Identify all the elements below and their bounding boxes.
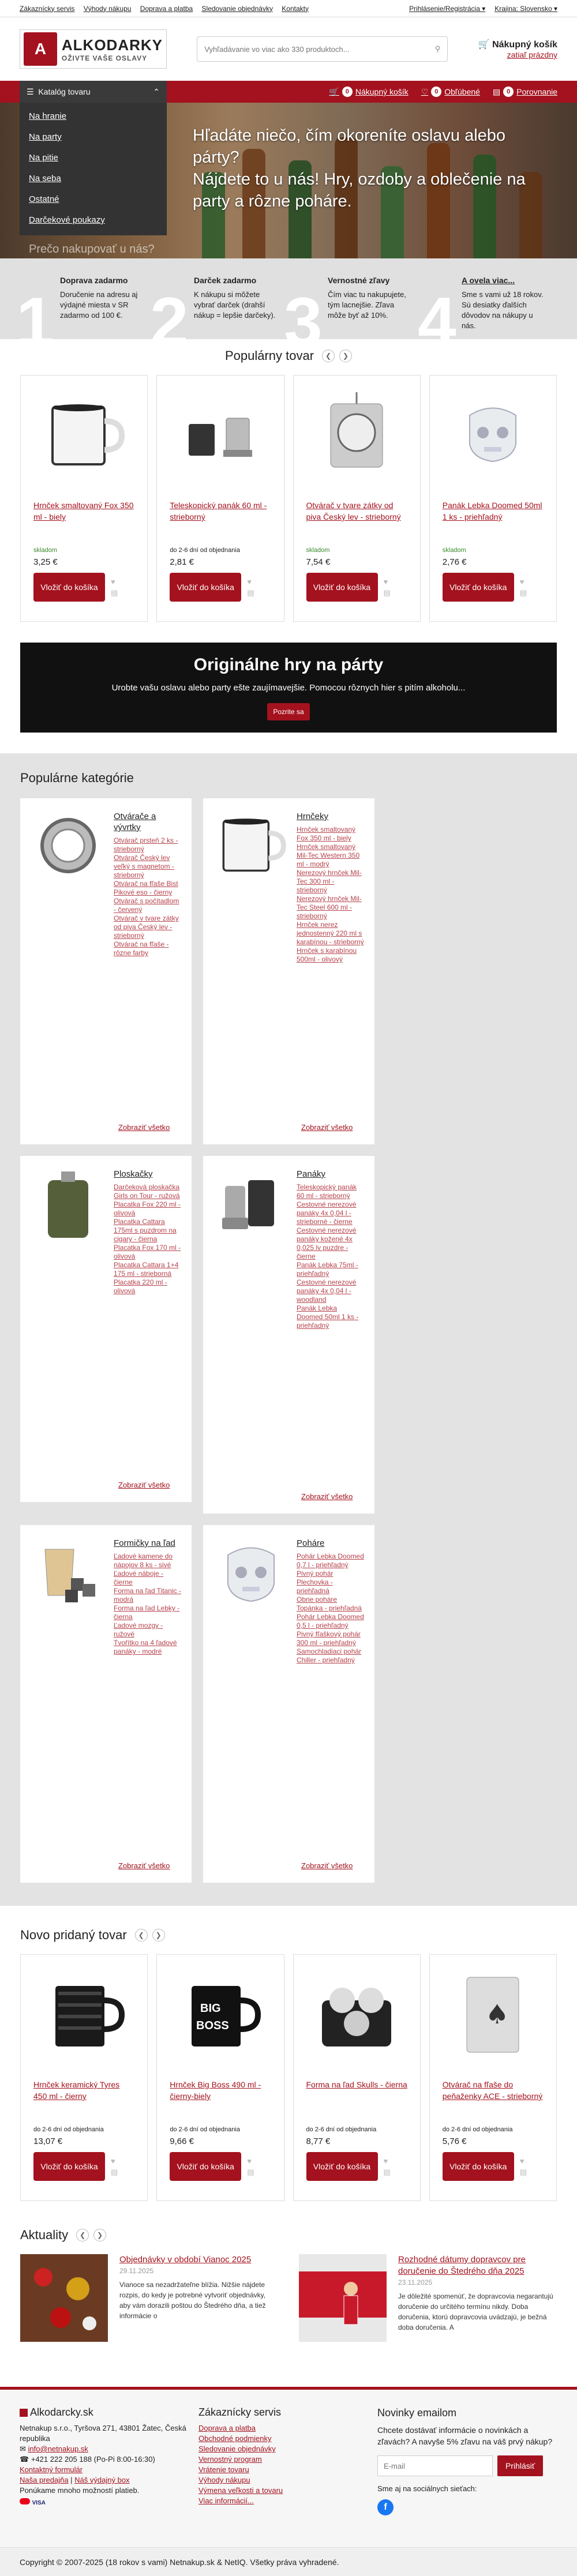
games-title: Originálne hry na párty (193, 655, 384, 674)
add-to-cart-button[interactable]: Vložiť do košíka (170, 573, 241, 602)
footer-shop[interactable]: Naša predajňa (20, 2476, 69, 2484)
product-image[interactable] (306, 385, 407, 486)
benefit-title: Darček zadarmo (194, 276, 257, 285)
news-title[interactable]: Rozhodné dátumy dopravcov pre doručenie do Štedrého dňa 2025 (398, 2255, 526, 2276)
games-button[interactable]: Pozrite sa (267, 703, 309, 720)
product-card (293, 1954, 421, 2201)
chevron-left-icon[interactable]: ❮ (135, 1929, 148, 1942)
benefit-text: Čím viac tu nakupujete, tým lacnejšie. Zľava môže byť až 10%. (328, 290, 406, 320)
availability: do 2-6 dní od objednania (306, 2126, 377, 2133)
category-link[interactable]: Forma na ľad Titanic - modrá (114, 1587, 181, 1604)
compare-count: 0 (503, 87, 514, 97)
nav-cart-label: Nákupný košík (355, 87, 409, 96)
product-price: 8,77 € (306, 2136, 331, 2146)
category-link[interactable]: Placatka Cattara 1+4 175 ml - strieborná (114, 1261, 179, 1278)
benefit-number: 4 (418, 283, 456, 361)
product-image[interactable] (443, 1964, 544, 2065)
product-card (429, 1954, 557, 2201)
category-link[interactable]: Hrnček smaltovaný Fox 350 ml - biely (297, 825, 356, 842)
category-link[interactable]: Cestovné nerezové panáky 4x 0,04 l - strieborné - čierne (297, 1200, 357, 1226)
show-all-link[interactable]: Zobraziť všetko (301, 1861, 353, 1870)
catalog-toggle[interactable] (20, 81, 167, 103)
payment-cards-icon: VISA (20, 2497, 198, 2509)
logo-subtitle: OŽIVTE VAŠE OSLAVY (61, 54, 148, 62)
popular-header (20, 348, 557, 363)
flag-icon (20, 2409, 28, 2417)
heart-icon[interactable]: ♥ (519, 577, 524, 586)
logo-mark-icon: A (24, 32, 57, 66)
footer-phone: +421 222 205 188 (Po-Pi 8:00-16:30) (31, 2455, 155, 2464)
category-name[interactable]: Ploskačky (114, 1169, 153, 1179)
benefit-number: 3 (284, 283, 323, 361)
availability: skladom (442, 547, 466, 554)
category-name[interactable]: Otvárače a vývrtky (114, 812, 156, 832)
site-header (0, 17, 577, 81)
news-image[interactable] (20, 2254, 108, 2342)
chevron-up-icon: ⌃ (153, 87, 160, 96)
top-link[interactable]: Doprava a platba (140, 4, 193, 13)
category-link[interactable]: Ľadové mozgy - ružové (114, 1621, 163, 1638)
product-card (20, 375, 148, 622)
heart-icon[interactable]: ♥ (247, 2156, 252, 2165)
section-title: Novo pridaný tovar (20, 1928, 127, 1942)
games-text: Urobte vašu oslavu alebo party ešte zaujímavejšie. Pomocou rôznych hier s pitím alkoholu... (111, 683, 466, 693)
category-link[interactable]: Nerezový hrnček Mil-Tec Steel 600 ml - strieborný (297, 895, 362, 920)
nav-compare-label: Porovnanie (516, 87, 557, 96)
product-name[interactable]: Teleskopický panák 60 ml - strieborný (170, 501, 267, 521)
catalog-item[interactable]: Darčekové poukazy (29, 215, 105, 225)
footer-email[interactable]: info@netnakup.sk (28, 2444, 88, 2453)
category-link[interactable]: Pivný fľaškový pohár 300 ml - priehľadný (297, 1630, 361, 1647)
show-all-link[interactable]: Zobraziť všetko (118, 1123, 170, 1132)
catalog-item[interactable]: Na pitie (29, 153, 58, 163)
benefit-number: 1 (16, 283, 55, 361)
mail-icon: ✉ (20, 2444, 26, 2453)
footer-newsletter (377, 2407, 556, 2515)
catalog-list (20, 103, 167, 235)
phone-icon: ☎ (20, 2455, 29, 2464)
login-label: Prihlásenie/Registrácia (409, 4, 480, 13)
footer-brand-label: Alkodarcky.sk (30, 2406, 93, 2418)
category-link[interactable]: Forma na ľad Lebky - čierna (114, 1604, 180, 1621)
catalog-item[interactable]: Ostatné (29, 194, 59, 204)
category-card (203, 1525, 374, 1883)
product-name[interactable]: Hrnček keramický Tyres 450 ml - čierny (33, 2080, 120, 2101)
heart-icon[interactable]: ♥ (247, 577, 252, 586)
category-link[interactable]: Placatka Fox 170 ml - olivová (114, 1244, 181, 1260)
footer-service-title: Zákaznícky servis (198, 2406, 282, 2418)
product-grid (20, 1954, 557, 2201)
header-cart-title: Nákupný košík (492, 40, 557, 50)
hero-line-2: Nájdete to u nás! Hry, ozdoby a oblečenie na party a rôzne poháre. (193, 170, 526, 211)
category-link[interactable]: Cestovné nerezové panáky 4x 0,04 l - woodland (297, 1278, 357, 1304)
product-image[interactable] (33, 385, 134, 486)
product-price: 9,66 € (170, 2136, 194, 2146)
search-icon[interactable]: ⚲ (434, 44, 441, 53)
cart-count: 0 (342, 87, 353, 97)
footer-brand (20, 2407, 198, 2417)
svg-text:♠: ♠ (485, 1998, 509, 2030)
product-name[interactable]: Forma na ľad Skulls - čierna (306, 2080, 407, 2089)
category-link[interactable]: Panák Lebka Doomed 50ml 1 ks - priehľadný (297, 1304, 359, 1330)
category-link[interactable]: Otvárač prsteň 2 ks - strieborný (114, 836, 178, 853)
carousel-arrows (76, 2229, 106, 2241)
benefit-title: Vernostné zľavy (328, 276, 390, 285)
category-image[interactable] (213, 1538, 288, 1613)
category-link[interactable]: Ľadové náboje - čierne (114, 1569, 164, 1586)
favorites-count: 0 (431, 87, 441, 97)
subscribe-button[interactable]: Prihlásiť (497, 2455, 543, 2476)
catalog-item[interactable]: Na party (29, 132, 62, 142)
carousel-arrows (322, 350, 352, 362)
category-card (20, 1525, 192, 1883)
logo-text (62, 36, 163, 62)
footer-service-link[interactable]: Doprava a platba (198, 2424, 256, 2432)
section-title: Populárny tovar (224, 348, 314, 363)
games-banner (20, 643, 557, 733)
compare-icon[interactable]: ▤ (111, 2167, 118, 2176)
logo-title: ALKODARKY (61, 36, 163, 54)
heart-icon[interactable]: ♥ (111, 2156, 115, 2165)
product-price: 3,25 € (33, 557, 58, 567)
chevron-left-icon[interactable]: ❮ (76, 2229, 89, 2241)
product-image[interactable] (306, 1964, 407, 2065)
category-link[interactable]: Tvořítko na 4 ľadové panáky - modré (114, 1639, 177, 1655)
compare-icon[interactable]: ▤ (111, 588, 118, 597)
category-link[interactable]: Ľadové kamene do nápojov 8 ks - sivé (114, 1552, 173, 1569)
add-to-cart-button[interactable]: Vložiť do košíka (443, 573, 514, 602)
availability: skladom (33, 547, 57, 554)
header-cart-status: zatiaľ prázdny (507, 50, 557, 59)
footer-company: Netnakup s.r.o., Tyršova 271, 43801 Žatec, Česká republika (20, 2424, 186, 2443)
compare-icon[interactable]: ▤ (383, 588, 391, 597)
category-name[interactable]: Panáky (297, 1169, 326, 1179)
category-link[interactable]: Hrnček nerez jednostenný 220 ml s karabínou - strieborný (297, 921, 364, 946)
benefit-text: Doručenie na adresu aj výdajné miesta v SR zadarmo od 100 €. (60, 290, 138, 320)
availability: do 2-6 dní od objednania (33, 2126, 104, 2133)
facebook-icon[interactable]: f (377, 2499, 394, 2515)
news-text: Je dôležité spomenúť, že dopravcovia negarantujú doručenie do určitého termínu nikdy. Doba doručenia, ktorú dopravcovia uvádzajú, je bežná doba doručenia. A (398, 2292, 553, 2331)
category-link[interactable]: Samochladiaci pohár Chiller - priehľadný (297, 1647, 362, 1664)
category-link[interactable]: Placatka Cattara 175ml s puzdrom na cigary - čierna (114, 1218, 177, 1243)
footer-pickup[interactable]: Náš výdajný box (74, 2476, 130, 2484)
product-price: 2,81 € (170, 557, 194, 567)
availability: do 2-6 dní od objednania (170, 547, 240, 554)
add-to-cart-button[interactable]: Vložiť do košíka (306, 573, 378, 602)
search-box (197, 36, 448, 62)
news-image[interactable] (299, 2254, 387, 2342)
nav-favorites[interactable] (421, 87, 480, 97)
category-link[interactable]: Pohár Lebka Doomed 0,7 l - priehľadný (297, 1552, 364, 1569)
catalog-menu (20, 81, 167, 235)
category-link[interactable]: Otvárač s počítadlom - červený (114, 897, 179, 914)
product-name[interactable]: Otvárač na fľaše do peňaženky ACE - strieborný (442, 2080, 543, 2101)
category-link[interactable]: Obrie poháre Topánka - priehľadná (297, 1595, 362, 1612)
chevron-right-icon[interactable]: ❯ (93, 2229, 106, 2241)
catalog-item[interactable]: Na hranie (29, 111, 67, 121)
category-image[interactable] (31, 811, 106, 886)
footer-service-link[interactable]: Výmena veľkosti a tovaru (198, 2486, 283, 2495)
category-link[interactable]: Pivný pohár Plechovka - priehľadná (297, 1569, 334, 1595)
product-image[interactable] (170, 385, 271, 486)
product-card (156, 375, 284, 622)
footer-service-link[interactable]: Výhody nákupu (198, 2476, 250, 2484)
footer-social-text: Sme aj na sociálnych sieťach: (377, 2484, 477, 2493)
top-right (409, 5, 557, 13)
news-text: Vianoce sa nezadržateľne blížia. Nižšie nájdete rozpis, do kedy je potrebné vytvoriť objednávky, aby vám dorazili poštou do Štedrého dňa, a tiež informácie o (119, 2281, 266, 2320)
top-links (20, 5, 316, 13)
category-name[interactable]: Poháre (297, 1538, 325, 1548)
chevron-left-icon[interactable]: ❮ (322, 350, 335, 362)
category-image[interactable] (31, 1169, 106, 1244)
category-card (20, 798, 192, 1144)
chevron-right-icon[interactable]: ❯ (152, 1929, 165, 1942)
nav-compare[interactable] (493, 87, 557, 97)
heart-icon[interactable]: ♥ (383, 577, 388, 586)
product-card (293, 375, 421, 622)
newsletter-email-input[interactable] (377, 2455, 493, 2476)
footer-pay-text: Ponúkame mnoho možností platieb. (20, 2486, 140, 2495)
product-price: 5,76 € (442, 2136, 467, 2146)
footer-contact: Alkodarcky.sk Netnakup s.r.o., Tyršova 271, 43801 Žatec, Česká republika ✉ info@netnakup.sk ☎ +421 222 205 188 (Po-Pi 8:00-16:30) Kontaktný formulár Naša predajňa | Náš výdajný box Ponúkame mnoho možností platieb. VISA (20, 2407, 198, 2515)
footer-news-text: Chcete dostávať informácie o novinkách a zľavách? A navyše 5% zľavu na váš prvý nákup? (377, 2425, 553, 2446)
top-bar (0, 0, 577, 17)
availability: skladom (306, 547, 330, 554)
add-to-cart-button[interactable]: Vložiť do košíka (33, 2152, 105, 2181)
footer-news-title: Novinky emailom (377, 2407, 457, 2419)
category-image[interactable] (31, 1538, 106, 1613)
heart-icon[interactable]: ♥ (383, 2156, 388, 2165)
add-to-cart-button[interactable]: Vložiť do košíka (306, 2152, 378, 2181)
footer-contact-form[interactable]: Kontaktný formulár (20, 2465, 83, 2474)
category-card (203, 1156, 374, 1514)
category-link[interactable]: Cestovné nerezové panáky kožené 4x 0,025 lv puzdre - čierne (297, 1226, 357, 1260)
product-image[interactable] (443, 385, 544, 486)
site-footer (0, 2387, 577, 2576)
category-link[interactable]: Otvárač v tvare zátky od piva Český lev - strieborný (114, 914, 179, 940)
cart-icon: 🛒 (329, 87, 339, 96)
product-name[interactable]: Hrnček smaltovaný Fox 350 ml - biely (33, 501, 134, 521)
benefit-title: A ovela viac... (462, 276, 515, 285)
news-item (20, 2254, 278, 2342)
product-card (429, 375, 557, 622)
nav-actions (329, 87, 557, 97)
popular-section (20, 348, 557, 622)
product-name[interactable]: Panák Lebka Doomed 50ml 1 ks - priehľadný (442, 501, 542, 521)
search-input[interactable] (204, 45, 412, 54)
country-label: Krajina: Slovensko (494, 4, 552, 13)
category-image[interactable] (213, 811, 288, 886)
news-date: 23.11.2025 (398, 2278, 433, 2286)
compare-icon[interactable]: ▤ (383, 2167, 391, 2176)
news-grid (20, 2254, 557, 2342)
show-all-link[interactable]: Zobraziť všetko (118, 1481, 170, 1489)
categories-section (0, 753, 577, 1906)
country-select[interactable]: Krajina: Slovensko ▾ (494, 4, 557, 13)
product-price: 2,76 € (442, 557, 467, 567)
catalog-label: Katalóg tovaru (38, 87, 91, 96)
compare-icon[interactable]: ▤ (247, 2167, 254, 2176)
show-all-link[interactable]: Zobraziť všetko (301, 1492, 353, 1501)
benefit-title: Doprava zadarmo (60, 276, 128, 285)
heart-icon[interactable]: ♥ (519, 2156, 524, 2165)
logo[interactable] (20, 29, 167, 69)
compare-icon[interactable]: ▤ (247, 588, 254, 597)
category-grid (20, 798, 557, 1883)
benefit-item (16, 258, 153, 361)
catalog-item[interactable]: Na seba (29, 174, 61, 183)
product-price: 13,07 € (33, 2136, 63, 2146)
show-all-link[interactable]: Zobraziť všetko (118, 1861, 170, 1870)
top-link[interactable]: Kontakty (282, 4, 309, 13)
hero-title (193, 125, 539, 212)
heart-icon: ♡ (421, 87, 429, 96)
heart-icon[interactable]: ♥ (111, 577, 115, 586)
copyright: Copyright © 2007-2025 (18 rokov s vami) Netnakup.sk & NetIQ. Všetky práva vyhradené. (0, 2547, 577, 2576)
top-link[interactable]: Zákaznícky servis (20, 4, 75, 13)
category-image[interactable] (213, 1169, 288, 1244)
add-to-cart-button[interactable]: Vložiť do košíka (170, 2152, 241, 2181)
footer-service-link[interactable]: Sledovanie objednávky (198, 2444, 276, 2453)
category-name[interactable]: Formičky na ľad (114, 1538, 175, 1548)
product-grid (20, 375, 557, 622)
header-cart[interactable] (478, 39, 557, 59)
product-name[interactable]: Otvárač v tvare zátky od piva Český lev - strieborný (306, 501, 401, 521)
nav-cart[interactable] (329, 87, 408, 97)
category-link[interactable]: Pohár Lebka Doomed 0,5 l - priehľadný (297, 1613, 364, 1629)
footer-service-link[interactable]: Viac informácií... (198, 2496, 254, 2505)
category-link[interactable]: Panák Lebka 75ml - priehľadný (297, 1261, 358, 1278)
product-card (156, 1954, 284, 2201)
compare-icon: ▤ (492, 87, 501, 96)
news-header (20, 2228, 557, 2243)
availability: do 2-6 dní od objednania (442, 2126, 513, 2133)
category-link[interactable]: Placatka 220 ml - olivová (114, 1278, 167, 1295)
add-to-cart-button[interactable]: Vložiť do košíka (443, 2152, 514, 2181)
chevron-right-icon[interactable]: ❯ (339, 350, 352, 362)
category-name[interactable]: Hrnčeky (297, 812, 329, 821)
category-link[interactable]: Otvárač na fľaše - rôzne farby (114, 940, 169, 957)
footer-service-link[interactable]: Vernostný program (198, 2455, 262, 2464)
add-to-cart-button[interactable]: Vložiť do košíka (33, 573, 105, 602)
footer-service-link[interactable]: Vrátenie tovaru (198, 2465, 249, 2474)
product-price: 7,54 € (306, 557, 331, 567)
svg-text:BOSS: BOSS (196, 2019, 229, 2032)
login-link[interactable]: Prihlásenie/Registrácia ▾ (409, 4, 486, 13)
availability: do 2-6 dní od objednania (170, 2126, 240, 2133)
product-image[interactable] (33, 1964, 134, 2065)
top-link[interactable]: Výhody nákupu (83, 4, 132, 13)
category-link[interactable]: Darčeková ploskačka Girls on Tour - ružová (114, 1183, 180, 1200)
category-link[interactable]: Hrnček smaltovaný Mil-Tec Western 350 ml - modrý (297, 843, 360, 868)
benefit-item[interactable] (418, 258, 555, 361)
footer-service (198, 2407, 377, 2515)
nav-favorites-label: Obľúbené (444, 87, 480, 96)
category-link[interactable]: Placatka Fox 220 ml - olivová (114, 1200, 181, 1217)
benefit-number: 2 (150, 283, 189, 361)
category-link[interactable]: Otvárač Český lev veľký s magnetom - strieborný (114, 854, 174, 879)
category-link[interactable]: Nerezový hrnček Mil-Tec 300 ml - strieborný (297, 869, 362, 894)
product-name[interactable]: Hrnček Big Boss 490 ml - čierny-biely (170, 2080, 261, 2101)
category-link[interactable]: Teleskopický panák 60 ml - strieborný (297, 1183, 357, 1200)
show-all-link[interactable]: Zobraziť všetko (301, 1123, 353, 1132)
category-link[interactable]: Otvárač na fľaše Bist Pikové eso - čierny (114, 880, 178, 896)
news-date: 29.11.2025 (119, 2267, 154, 2275)
news-title[interactable]: Objednávky v období Vianoc 2025 (119, 2255, 252, 2265)
category-link[interactable]: Hrnček s karabínou 500ml - olivový (297, 947, 357, 963)
new-products-section (20, 1928, 557, 2201)
category-card (20, 1156, 192, 1502)
section-title: Populárne kategórie (20, 771, 134, 785)
category-card (203, 798, 374, 1144)
hero-why-title: Prečo nakupovať u nás? (29, 243, 155, 256)
news-section (20, 2228, 557, 2342)
product-image[interactable] (170, 1964, 271, 2065)
hero-line-1: Hľadáte niečo, čím okoreníte oslavu alebo párty? (193, 126, 506, 167)
new-products-header (20, 1928, 557, 1943)
cart-icon: 🛒 (478, 40, 490, 50)
news-item (299, 2254, 557, 2342)
benefit-text: Sme s vami už 18 rokov. Sú desiatky ďalších dôvodov na nákupy u nás. (462, 290, 544, 330)
carousel-arrows (135, 1929, 165, 1942)
section-title: Aktuality (20, 2228, 69, 2242)
benefit-item (284, 258, 421, 361)
product-card (20, 1954, 148, 2201)
benefit-text: K nákupu si môžete vybrať darček (drahší nákup = lepšie darčeky). (194, 290, 276, 320)
top-link[interactable]: Sledovanie objednávky (201, 4, 273, 13)
compare-icon[interactable]: ▤ (519, 2167, 527, 2176)
svg-text:BIG: BIG (200, 2002, 221, 2015)
compare-icon[interactable]: ▤ (519, 588, 527, 597)
hamburger-icon: ☰ (27, 87, 34, 96)
footer-service-link[interactable]: Obchodné podmienky (198, 2434, 272, 2443)
